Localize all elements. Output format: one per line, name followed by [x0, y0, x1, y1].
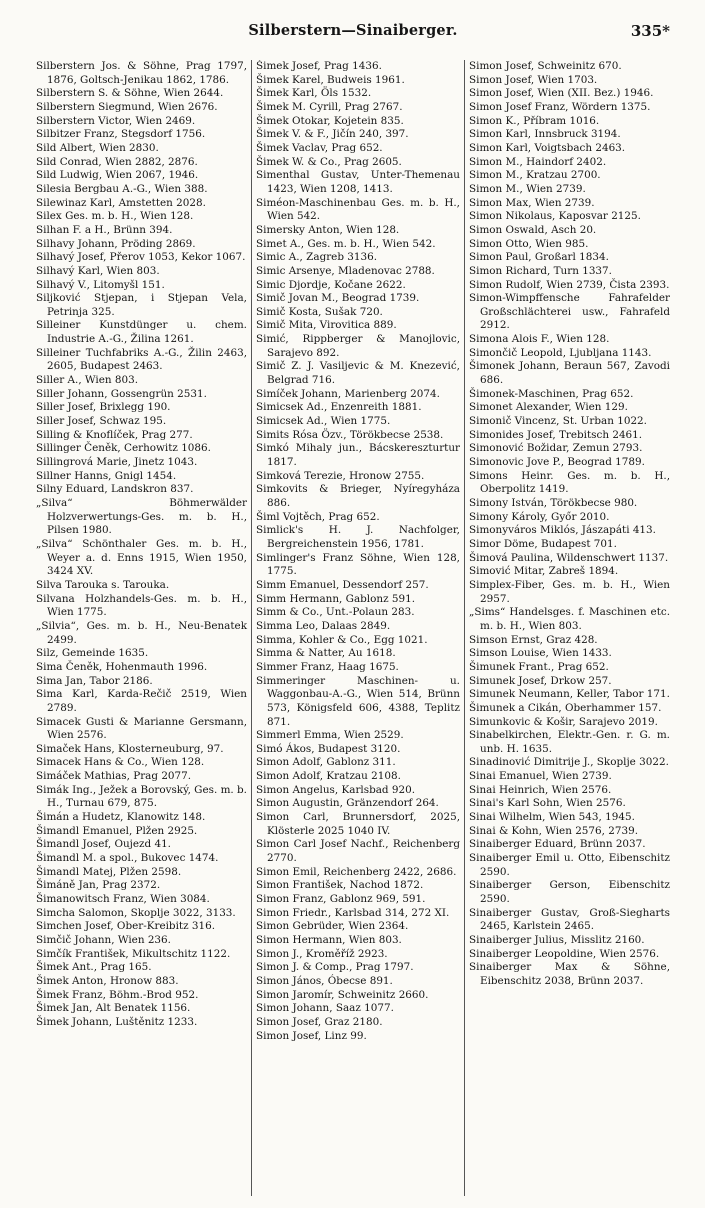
directory-entry: Simon Emil, Reichenberg 2422, 2686. [256, 865, 457, 878]
directory-entry: Simon Josef, Wien (XII. Bez.) 1946. [469, 87, 654, 100]
directory-entry: Simaček Hans, Klosterneuburg, 97. [36, 742, 224, 755]
directory-entry: Simon Augustin, Gränzendorf 264. [256, 797, 439, 810]
directory-entry: Simon Gebrüder, Wien 2364. [256, 920, 409, 933]
directory-entry: Sinaiberger Gerson, Eibenschitz 2590. [469, 879, 670, 906]
directory-entry: Šimunek Frant., Prag 652. [469, 660, 609, 673]
directory-entry: Simons Heinr. Ges. m. b. H., Oberpolitz 1419. [469, 469, 670, 496]
directory-entry: Simáček Mathias, Prag 2077. [36, 770, 192, 783]
running-head-title: Silberstern—Sinaiberger. [248, 22, 458, 39]
directory-entry: Šimonek-Maschinen, Prag 652. [469, 387, 634, 400]
column-3 [464, 60, 670, 1196]
directory-entry: Simič Jovan M., Beograd 1739. [256, 292, 420, 305]
directory-entry: Simits Rósa Özv., Törökbecse 2538. [256, 428, 444, 441]
directory-entry: Simčík František, Mikultschitz 1122. [36, 947, 231, 960]
directory-entry: Silberstern Siegmund, Wien 2676. [36, 100, 218, 113]
directory-entry: Sinai Heinrich, Wien 2576. [469, 783, 612, 796]
directory-entry: Sinai Emanuel, Wien 2739. [469, 770, 612, 783]
directory-entry: Sinaiberger Gustav, Groß-Siegharts 2465, Karlstein 2465. [469, 906, 670, 933]
directory-entry: Šimek Franz, Böhm.-Brod 952. [36, 988, 199, 1001]
directory-entry: Simák Ing., Ježek a Borovský, Ges. m. b. H., Turnau 679, 875. [36, 783, 247, 810]
directory-entry: Silleiner Kunstdünger u. chem. Industrie A.-G., Žilina 1261. [36, 319, 247, 346]
directory-entry: Šimek V. & F., Jičín 240, 397. [256, 128, 409, 141]
directory-entry: Simm & Co., Unt.-Polaun 283. [256, 606, 415, 619]
directory-entry: Silhavy Johann, Pröding 2869. [36, 237, 196, 250]
directory-entry: Šimová Paulina, Wildenschwert 1137. [469, 551, 669, 564]
directory-entry: Simič Mita, Virovitica 889. [256, 319, 397, 332]
directory-entry: Simon Adolf, Kratzau 2108. [256, 770, 401, 783]
directory-entry: Šimandl Matej, Plžen 2598. [36, 865, 182, 878]
directory-entry: Silhavý Josef, Přerov 1053, Kekor 1067. [36, 251, 246, 264]
directory-entry: Sillingrová Marie, Jinetz 1043. [36, 456, 198, 469]
directory-entry: Simon M., Kratzau 2700. [469, 169, 601, 182]
directory-entry: Simchen Josef, Ober-Kreibitz 316. [36, 920, 215, 933]
directory-entry: Sima Čeněk, Hohenmauth 1996. [36, 660, 208, 673]
directory-entry: Silleiner Tuchfabriks A.-G., Žilin 2463, 2605, Budapest 2463. [36, 346, 247, 373]
directory-entry: Simon Rudolf, Wien 2739, Čista 2393. [469, 278, 670, 291]
column-1 [36, 60, 251, 1196]
directory-entry: Simon Josef, Schweinitz 670. [469, 60, 622, 72]
directory-entry: Simović Mitar, Zabreš 1894. [469, 565, 619, 578]
directory-entry: Simet A., Ges. m. b. H., Wien 542. [256, 237, 436, 250]
directory-entry: Šiml Vojtěch, Prag 652. [256, 510, 380, 523]
directory-entry: Simon Karl, Voigtsbach 2463. [469, 141, 626, 154]
directory-entry: Šimunek a Cikán, Oberhammer 157. [469, 701, 662, 714]
directory-entry: Simon János, Óbecse 891. [256, 974, 393, 987]
directory-entry: Simon Nikolaus, Kaposvar 2125. [469, 210, 641, 223]
directory-entry: Simunek Josef, Drkow 257. [469, 674, 612, 687]
directory-entry: Simon J. & Comp., Prag 1797. [256, 961, 414, 974]
directory-entry: Sillinger Čeněk, Cerhowitz 1086. [36, 442, 211, 455]
directory-entry: Simon Oswald, Asch 20. [469, 223, 597, 236]
directory-entry: Silberstern S. & Söhne, Wien 2644. [36, 87, 224, 100]
directory-entry: Šimek Ant., Prag 165. [36, 961, 152, 974]
directory-entry: Simíček Johann, Marienberg 2074. [256, 387, 440, 400]
directory-entry: „Silva“ Schönthaler Ges. m. b. H., Weyer a. d. Enns 1915, Wien 1950, 3424 XV. [36, 537, 247, 578]
directory-entry: Šimek Karl, Öls 1532. [256, 87, 372, 100]
directory-entry: Silberstern Jos. & Söhne, Prag 1797, 1876, Goltsch-Jenikau 1862, 1786. [36, 60, 247, 86]
directory-entry: Simor Döme, Budapest 701. [469, 537, 617, 550]
directory-entry: Siller Josef, Brixlegg 190. [36, 401, 171, 414]
directory-entry: Simlick's H. J. Nachfolger, Bergreichenstein 1956, 1781. [256, 524, 460, 550]
directory-entry: Simicsek Ad., Wien 1775. [256, 415, 391, 428]
directory-entry: Šimek Vaclav, Prag 652. [256, 141, 383, 154]
directory-entry: Sillner Hanns, Gnigl 1454. [36, 469, 177, 482]
directory-entry: Silhan F. a H., Brünn 394. [36, 223, 173, 236]
directory-entry: Simonyváros Miklós, Jászapáti 413. [469, 524, 656, 537]
directory-entry: Simon Johann, Saaz 1077. [256, 1002, 394, 1015]
directory-entry: Simony István, Törökbecse 980. [469, 497, 638, 509]
directory-entry: Simony Károly, Győr 2010. [469, 510, 610, 523]
directory-entry: Simon Josef, Linz 99. [256, 1029, 367, 1042]
directory-entry: Simm Hermann, Gablonz 591. [256, 592, 415, 605]
directory-entry: Simma Leo, Dalaas 2849. [256, 619, 391, 632]
directory-entry: Simić, Rippberger & Manojlovic, Sarajevo 892. [256, 333, 460, 359]
directory-entry: Simon Hermann, Wien 803. [256, 934, 402, 946]
directory-entry: Simkovits & Brieger, Nyíregyháza 886. [256, 483, 460, 509]
directory-entry: Silberstern Victor, Wien 2469. [36, 114, 196, 127]
directory-entry: Sinai & Kohn, Wien 2576, 2739. [469, 824, 638, 837]
directory-entry: Simon Josef Franz, Wördern 1375. [469, 100, 651, 113]
directory-entry: Silex Ges. m. b. H., Wien 128. [36, 210, 194, 223]
directory-entry: Simcha Salomon, Skoplje 3022, 3133. [36, 906, 236, 919]
directory-entry: Simonides Josef, Trebitsch 2461. [469, 428, 643, 441]
directory-entry: Šimek Johann, Luštěnitz 1233. [36, 1015, 198, 1028]
directory-entry: Siller Johann, Gossengrün 2531. [36, 387, 207, 400]
directory-entry: Šimek Anton, Hronow 883. [36, 974, 179, 987]
directory-entry: Simunkovic & Košir, Sarajevo 2019. [469, 715, 658, 728]
directory-entry: Silva Tarouka s. Tarouka. [36, 578, 170, 591]
directory-entry: Sinaiberger Leopoldine, Wien 2576. [469, 947, 660, 960]
directory-entry: Simersky Anton, Wien 128. [256, 223, 400, 236]
directory-entry: Simčič Johann, Wien 236. [36, 934, 171, 946]
directory-entry: Simonet Alexander, Wien 129. [469, 401, 628, 414]
directory-entry: Sinabelkirchen, Elektr.-Gen. r. G. m. unb. H. 1635. [469, 729, 670, 755]
directory-entry: Šimek Jan, Alt Benatek 1156. [36, 1002, 191, 1015]
directory-entry: Simon František, Nachod 1872. [256, 879, 424, 892]
directory-entry: Sima Karl, Karda-Rečič 2519, Wien 2789. [36, 688, 247, 714]
directory-entry: Silbitzer Franz, Stegsdorf 1756. [36, 128, 206, 141]
directory-entry: Šimek Otokar, Kojetein 835. [256, 114, 404, 127]
directory-entry: Silhavý V., Litomyšl 151. [36, 278, 165, 291]
directory-entry: Simon Angelus, Karlsbad 920. [256, 783, 416, 796]
directory-entry: Simic Djordje, Kočane 2622. [256, 278, 406, 291]
directory-entry: „Silvia“, Ges. m. b. H., Neu-Benatek 2499. [36, 619, 247, 646]
directory-entry: Sinadinović Dimitrije J., Skoplje 3022. [469, 756, 669, 769]
page-header [36, 22, 670, 44]
directory-entry: Šimandl M. a spol., Bukovec 1474. [36, 852, 219, 865]
directory-entry: Silz, Gemeinde 1635. [36, 647, 149, 660]
directory-entry: Silling & Knoflíček, Prag 277. [36, 428, 193, 441]
directory-entry: Silesia Bergbau A.-G., Wien 388. [36, 182, 208, 195]
directory-entry: Sinai Wilhelm, Wien 543, 1945. [469, 811, 635, 824]
directory-entry: Siller Josef, Schwaz 195. [36, 415, 167, 428]
directory-entry: Simó Ákos, Budapest 3120. [256, 742, 401, 755]
directory-entry: Simson Ernst, Graz 428. [469, 633, 598, 646]
directory-entry: Šimek Josef, Prag 1436. [256, 60, 382, 72]
directory-entry: „Silva“ Böhmerwälder Holzverwertungs-Ges. m. b. H., Pilsen 1980. [36, 497, 247, 537]
directory-entry: Simic Arsenye, Mladenovac 2788. [256, 264, 435, 277]
directory-columns [36, 60, 670, 1196]
directory-entry: Šimanowitsch Franz, Wien 3084. [36, 893, 210, 906]
directory-entry: Siljković Stjepan, i Stjepan Vela, Petrinja 325. [36, 292, 247, 318]
directory-entry: Simon-Wimpffensche Fahrafelder Großschlächterei usw., Fahrafeld 2912. [469, 292, 670, 332]
directory-entry: Simon Max, Wien 2739. [469, 196, 595, 209]
directory-entry: Simunek Neumann, Keller, Tabor 171. [469, 688, 670, 701]
directory-entry: Simm Emanuel, Dessendorf 257. [256, 578, 429, 591]
directory-entry: Simončič Leopold, Ljubljana 1143. [469, 346, 652, 359]
directory-entry: Sild Albert, Wien 2830. [36, 141, 159, 154]
directory-entry: Simon J., Kroměříž 2923. [256, 947, 388, 960]
directory-entry: Simon Carl Josef Nachf., Reichenberg 2770. [256, 838, 460, 865]
directory-entry: Simon Karl, Innsbruck 3194. [469, 128, 621, 141]
directory-entry: Simon M., Haindorf 2402. [469, 155, 607, 168]
directory-entry: Siméon-Maschinenbau Ges. m. b. H., Wien 542. [256, 196, 460, 223]
directory-entry: Simacek Hans & Co., Wien 128. [36, 756, 205, 769]
directory-entry: „Sims“ Handelsges. f. Maschinen etc. m. b. H., Wien 803. [469, 606, 670, 632]
directory-entry: Šimek Karel, Budweis 1961. [256, 73, 405, 86]
directory-entry: Simenthal Gustav, Unter-Themenau 1423, Wien 1208, 1413. [256, 169, 460, 195]
directory-entry: Simacek Gusti & Marianne Gersmann, Wien 2576. [36, 715, 247, 742]
directory-entry: Simonič Vincenz, St. Urban 1022. [469, 415, 647, 428]
directory-entry: Šimonek Johann, Beraun 567, Zavodi 686. [469, 360, 670, 387]
directory-entry: Silvana Holzhandels-Ges. m. b. H., Wien 1775. [36, 592, 247, 619]
directory-entry: Simon Richard, Turn 1337. [469, 264, 612, 277]
page-number: 335* [630, 22, 670, 40]
directory-entry: Šimáně Jan, Prag 2372. [36, 879, 161, 892]
directory-entry: Simon Franz, Gablonz 969, 591. [256, 893, 426, 906]
directory-entry: Simon K., Příbram 1016. [469, 114, 600, 127]
directory-entry: Sild Ludwig, Wien 2067, 1946. [36, 169, 199, 182]
directory-entry: Šimandl Josef, Oujezd 41. [36, 838, 171, 851]
directory-entry: Simmeringer Maschinen- u. Waggonbau-A.-G., Wien 514, Brünn 573, Königsfeld 606, 4388, Teplitz 871. [256, 674, 460, 728]
directory-entry: Simon Jaromír, Schweinitz 2660. [256, 988, 429, 1001]
directory-entry: Simplex-Fiber, Ges. m. b. H., Wien 2957. [469, 578, 670, 605]
directory-entry: Simicsek Ad., Enzenreith 1881. [256, 401, 422, 414]
directory-entry: Simon M., Wien 2739. [469, 182, 586, 195]
directory-entry: Simmer Franz, Haag 1675. [256, 660, 399, 673]
directory-entry: Simma & Natter, Au 1618. [256, 647, 396, 660]
directory-entry: Šimán a Hudetz, Klanowitz 148. [36, 811, 206, 824]
directory-entry: Silewinaz Karl, Amstetten 2028. [36, 196, 206, 209]
directory-entry: Siller A., Wien 803. [36, 374, 139, 387]
directory-entry: Simon Carl, Brunnersdorf, 2025, Klösterle 2025 1040 IV. [256, 811, 460, 837]
directory-entry: Simonovic Jove P., Beograd 1789. [469, 456, 645, 469]
directory-entry: Simona Alois F., Wien 128. [469, 333, 610, 346]
directory-entry: Sinaiberger Max & Söhne, Eibenschitz 2038, Brünn 2037. [469, 961, 670, 987]
directory-entry: Simon Friedr., Karlsbad 314, 272 XI. [256, 906, 450, 919]
directory-entry: Simic A., Zagreb 3136. [256, 251, 378, 264]
directory-entry: Sinai's Karl Sohn, Wien 2576. [469, 797, 626, 810]
directory-entry: Sinaiberger Emil u. Otto, Eibenschitz 2590. [469, 852, 670, 878]
directory-entry: Šimek M. Cyrill, Prag 2767. [256, 100, 403, 113]
directory-entry: Simič Kosta, Sušak 720. [256, 305, 383, 318]
directory-entry: Simon Paul, Großarl 1834. [469, 251, 609, 264]
directory-entry: Šimek W. & Co., Prag 2605. [256, 155, 402, 168]
directory-entry: Sinaiberger Julius, Misslitz 2160. [469, 934, 645, 946]
directory-entry: Simon Adolf, Gablonz 311. [256, 756, 396, 769]
directory-entry: Sinaiberger Eduard, Brünn 2037. [469, 838, 646, 851]
directory-entry: Silny Eduard, Landskron 837. [36, 483, 194, 496]
directory-entry: Simon Josef, Wien 1703. [469, 73, 598, 86]
directory-entry: Simon Otto, Wien 985. [469, 237, 589, 250]
directory-entry: Simič Z. J. Vasiljevic & M. Knezević, Belgrad 716. [256, 360, 460, 387]
directory-entry: Šimandl Emanuel, Plžen 2925. [36, 824, 198, 837]
directory-entry: Simonović Božidar, Zemun 2793. [469, 442, 643, 455]
column-2 [251, 60, 464, 1196]
directory-entry: Simmerl Emma, Wien 2529. [256, 729, 404, 742]
directory-entry: Simson Louise, Wien 1433. [469, 647, 612, 660]
directory-entry: Simon Josef, Graz 2180. [256, 1015, 383, 1028]
directory-entry: Sima Jan, Tabor 2186. [36, 674, 153, 687]
directory-entry: Simma, Kohler & Co., Egg 1021. [256, 633, 428, 646]
directory-entry: Simkó Mihaly jun., Bácskereszturtur 1817. [256, 442, 460, 469]
directory-entry: Simková Terezie, Hronow 2755. [256, 469, 425, 482]
directory-entry: Simlinger's Franz Söhne, Wien 128, 1775. [256, 551, 460, 578]
directory-entry: Silhavý Karl, Wien 803. [36, 264, 160, 277]
directory-entry: Sild Conrad, Wien 2882, 2876. [36, 155, 198, 168]
